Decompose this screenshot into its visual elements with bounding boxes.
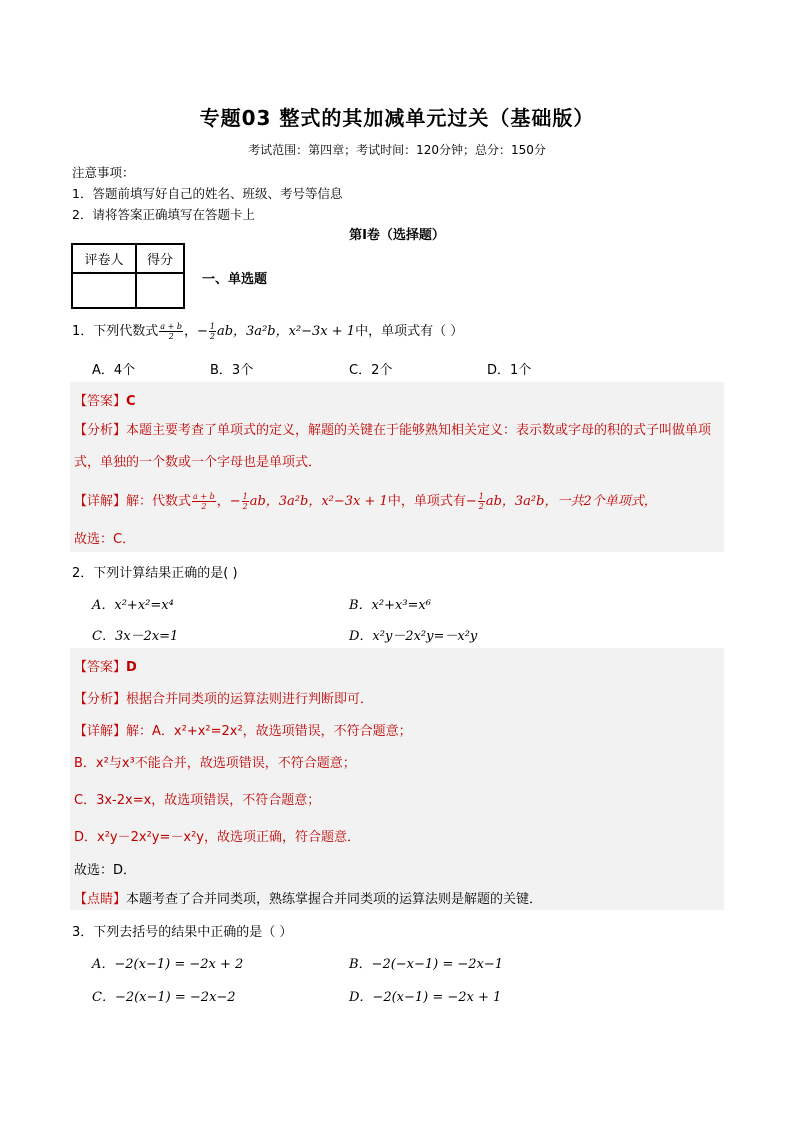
q3-option-d[interactable]: D．−2(x−1) = −2x + 1: [349, 990, 502, 1005]
q2-answer: 【答案】D: [74, 660, 137, 675]
q1-half: $\frac{1}{2}$: [209, 322, 215, 341]
score-header: 得分: [136, 244, 184, 273]
q1-option-d[interactable]: D．1个: [487, 363, 532, 378]
q2-analysis: 【分析】根据合并同类项的运算法则进行判断即可．: [74, 692, 374, 707]
question-3-stem: 3．下列去括号的结果中正确的是（ ）: [72, 925, 293, 940]
notes-item: 1．答题前填写好自己的姓名、班级、考号等信息: [72, 186, 343, 201]
q2-detail-d: D．x²y－2x²y=－x²y，故选项正确，符合题意．: [74, 830, 360, 845]
notes-item: 2．请将答案正确填写在答题卡上: [72, 207, 255, 222]
q2-option-a[interactable]: A．x²+x²=x⁴: [92, 598, 174, 613]
q2-option-d[interactable]: D．x²y－2x²y=－x²y: [349, 629, 478, 644]
q3-option-a[interactable]: A．−2(x−1) = −2x + 2: [92, 957, 244, 972]
q1-option-a[interactable]: A．4个: [92, 363, 136, 378]
question-1-stem: [72, 320, 463, 341]
q2-option-b[interactable]: B．x²+x³=x⁶: [349, 598, 431, 613]
q2-conclusion: 故选：D．: [74, 863, 137, 878]
part-title: 第I卷（选择题）: [349, 228, 445, 243]
notes-block: [72, 162, 342, 225]
notes-heading: 注意事项：: [72, 165, 135, 180]
exam-info: 考试范围：第四章；考试时间：120分钟；总分：150分: [248, 143, 546, 157]
q1-detail: 【详解】解：代数式 $\frac{a + b}{2}$ ，− $\frac{1}{2}$ ab，3a²b，x²−3x + 1中，单项式有− $\frac{1}{2}$ ab，3a²b，一共2个单项式，: [74, 492, 657, 511]
q1-fraction: $\frac{a + b}{2}$: [160, 322, 182, 341]
q2-detail-a: 【详解】解：A．x²+x²=2x²，故选项错误，不符合题意；: [74, 724, 412, 739]
q2-detail-c: C．3x-2x=x，故选项错误，不符合题意；: [74, 793, 321, 808]
q2-comment: 【点睛】本题考查了合并同类项，熟练掌握合并同类项的运算法则是解题的关键．: [74, 892, 543, 907]
score-cell[interactable]: [136, 273, 184, 308]
q1-text: 中，单项式有（ ）: [355, 324, 464, 339]
question-2-stem: 2．下列计算结果正确的是( ): [72, 566, 238, 581]
q1-terms: ab，3a²b，x²−3x + 1: [216, 324, 356, 339]
q1-option-b[interactable]: B．3个: [210, 363, 254, 378]
q1-text: ，−: [183, 324, 208, 339]
q1-answer-box: [70, 382, 724, 552]
grader-header: 评卷人: [72, 244, 136, 273]
page-title: 专题03 整式的其加减单元过关（基础版）: [199, 106, 595, 130]
section-title: 一、单选题: [202, 272, 268, 287]
q1-text: 1．下列代数式: [72, 324, 159, 339]
q3-option-b[interactable]: B．−2(−x−1) = −2x−1: [349, 957, 504, 972]
q3-option-c[interactable]: C．−2(x−1) = −2x−2: [92, 990, 236, 1005]
q1-conclusion: 故选：C．: [74, 532, 136, 547]
q2-detail-b: B．x²与x³不能合并，故选项错误，不符合题意；: [74, 756, 356, 771]
grade-table: [71, 243, 185, 309]
q2-answer-box: [70, 648, 724, 910]
q1-answer: 【答案】C: [74, 394, 136, 409]
grader-cell[interactable]: [72, 273, 136, 308]
q2-option-c[interactable]: C．3x－2x=1: [92, 629, 179, 644]
q1-option-c[interactable]: C．2个: [349, 363, 393, 378]
q1-analysis: 【分析】本题主要考查了单项式的定义，解题的关键在于能够熟知相关定义：表示数或字母的积的式子叫做单项式，单独的一个数或一个字母也是单项式．: [74, 423, 712, 470]
